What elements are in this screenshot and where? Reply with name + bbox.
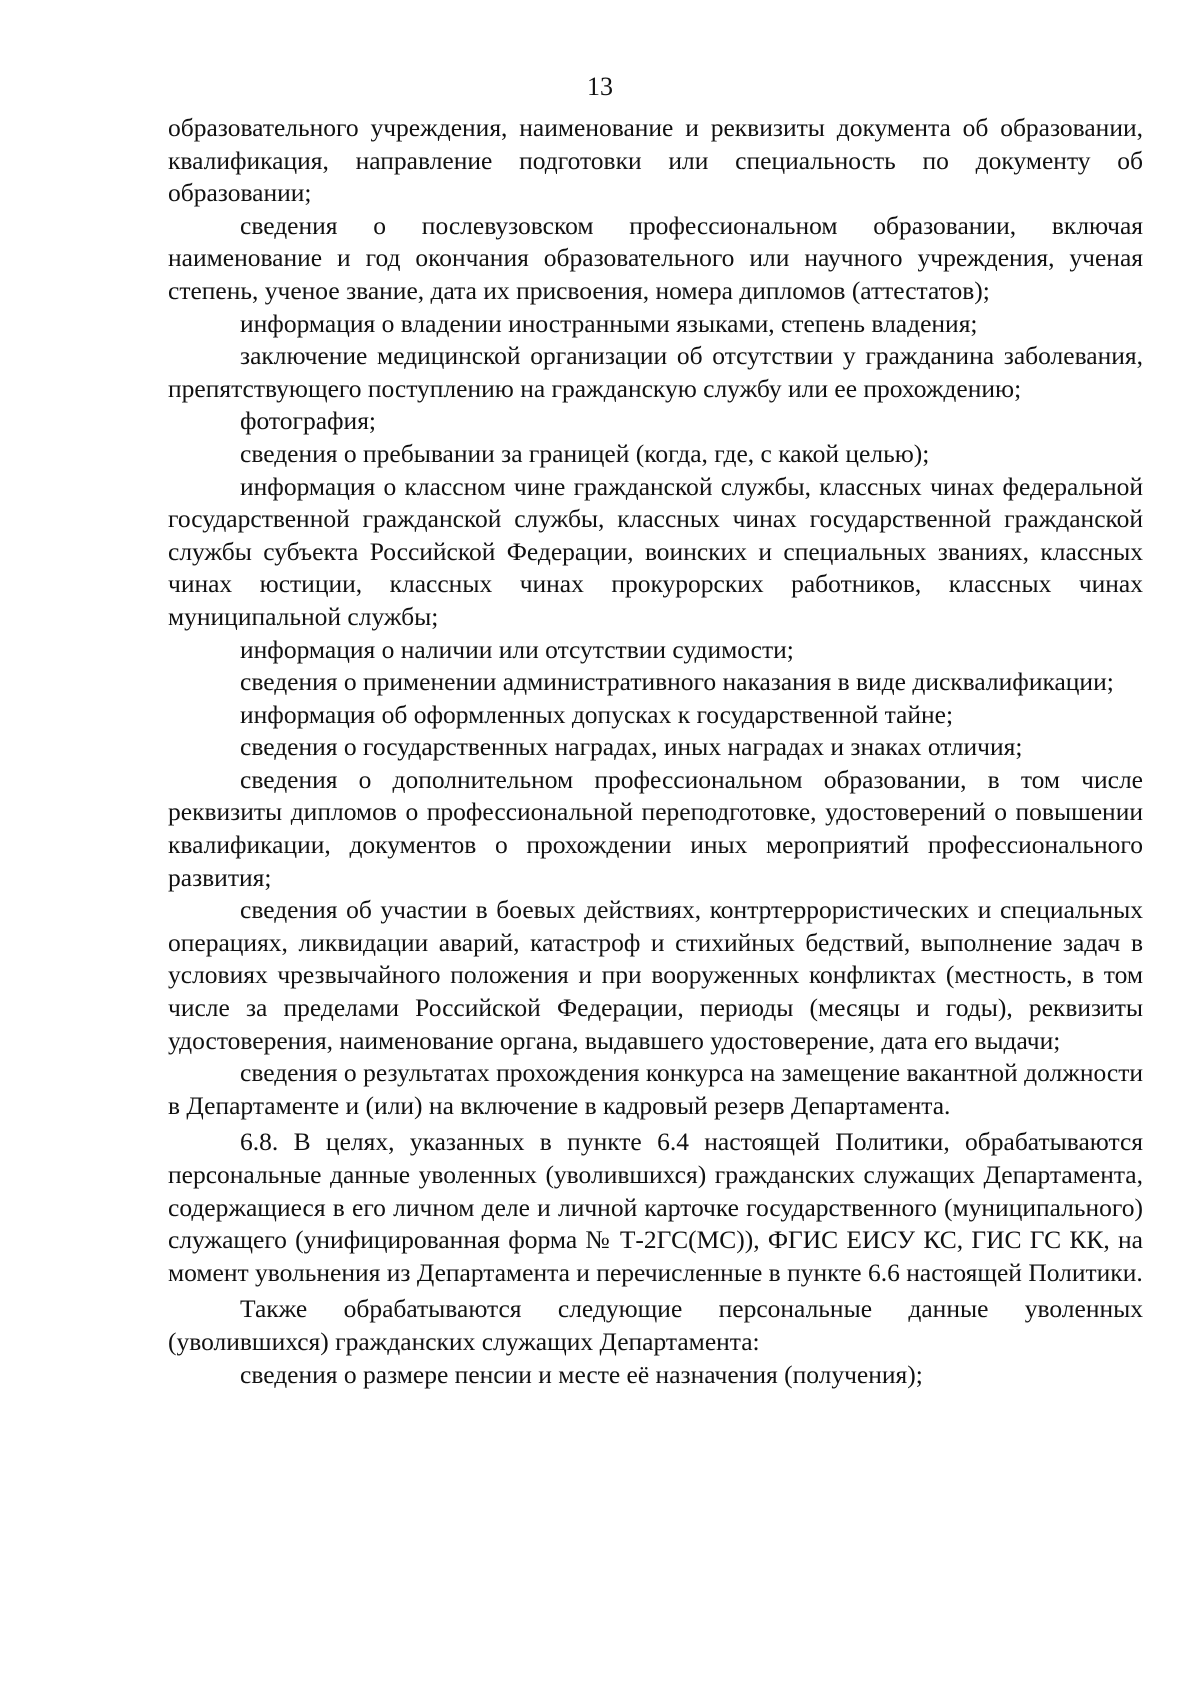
paragraph-also-processed: Также обрабатываются следующие персональные данные уволенных (уволившихся) гражданских служащих Департамента:	[168, 1294, 1143, 1356]
paragraph-photograph: фотография;	[240, 406, 377, 436]
paragraph-postgraduate-education: сведения о послевузовском профессиональном образовании, включая наименование и год окончания образовательного или научного учреждения, ученая степень, ученое звание, дата их присвоения, номера дипломов (аттестатов);	[168, 210, 1143, 305]
paragraph-pension-info: сведения о размере пенсии и месте её назначения (получения);	[240, 1359, 923, 1389]
paragraph-additional-education: сведения о дополнительном профессиональном образовании, в том числе реквизиты дипломов о профессиональной переподготовке, удостоверений о повышении квалификации, документов о прохождении иных мероприятий профессионального развития;	[168, 764, 1143, 892]
paragraph-competition-results: сведения о результатах прохождения конкурса на замещение вакантной должности в Департаменте и (или) на включение в кадровый резерв Департамента.	[168, 1058, 1143, 1120]
paragraph-combat-participation: сведения об участии в боевых действиях, контртеррористических и специальных операциях, ликвидации аварий, катастроф и стихийных бедствий, выполнение задач в условиях чрезвычайного положения и при вооруженных конфликтах (местность, в том числе за пределами Российской Федерации, периоды (месяцы и годы), реквизиты удостоверения, наименование органа, выдавшего удостоверение, дата его выдачи;	[168, 895, 1143, 1055]
paragraph-medical-conclusion: заключение медицинской организации об отсутствии у гражданина заболевания, препятствующего поступлению на гражданскую службу или ее прохождению;	[168, 341, 1143, 403]
paragraph-state-secret-clearance: информация об оформленных допусках к государственной тайне;	[240, 699, 954, 729]
paragraph-education-continuation: образовательного учреждения, наименование и реквизиты документа об образовании, квалификация, направление подготовки или специальность по документу об образовании;	[168, 113, 1143, 208]
page-number: 13	[587, 72, 613, 101]
paragraph-class-rank: информация о классном чине гражданской службы, классных чинах федеральной государственной гражданской службы, классных чинах государственной гражданской службы субъекта Российской Федерации, воинских и специальных званиях, классных чинах юстиции, классных чинах прокурорских работников, классных чинах муниципальной службы;	[168, 471, 1143, 631]
document-body	[168, 112, 1143, 1391]
paragraph-stay-abroad: сведения о пребывании за границей (когда, где, с какой целью);	[240, 438, 930, 468]
paragraph-disqualification: сведения о применении административного наказания в виде дисквалификации;	[240, 667, 1114, 697]
paragraph-criminal-record: информация о наличии или отсутствии судимости;	[240, 634, 794, 664]
paragraph-foreign-languages: информация о владении иностранными языками, степень владения;	[240, 308, 978, 338]
paragraph-state-awards: сведения о государственных наградах, иных наградах и знаках отличия;	[240, 732, 1023, 762]
paragraph-section-6-8: 6.8. В целях, указанных в пункте 6.4 настоящей Политики, обрабатываются персональные данные уволенных (уволившихся) гражданских служащих Департамента, содержащиеся в его личном деле и личной карточке государственного (муниципального) служащего (унифицированная форма № Т-2ГС(МС)), ФГИС ЕИСУ КС, ГИС ГС КК, на момент увольнения из Департамента и перечисленные в пункте 6.6 настоящей Политики.	[168, 1127, 1143, 1287]
